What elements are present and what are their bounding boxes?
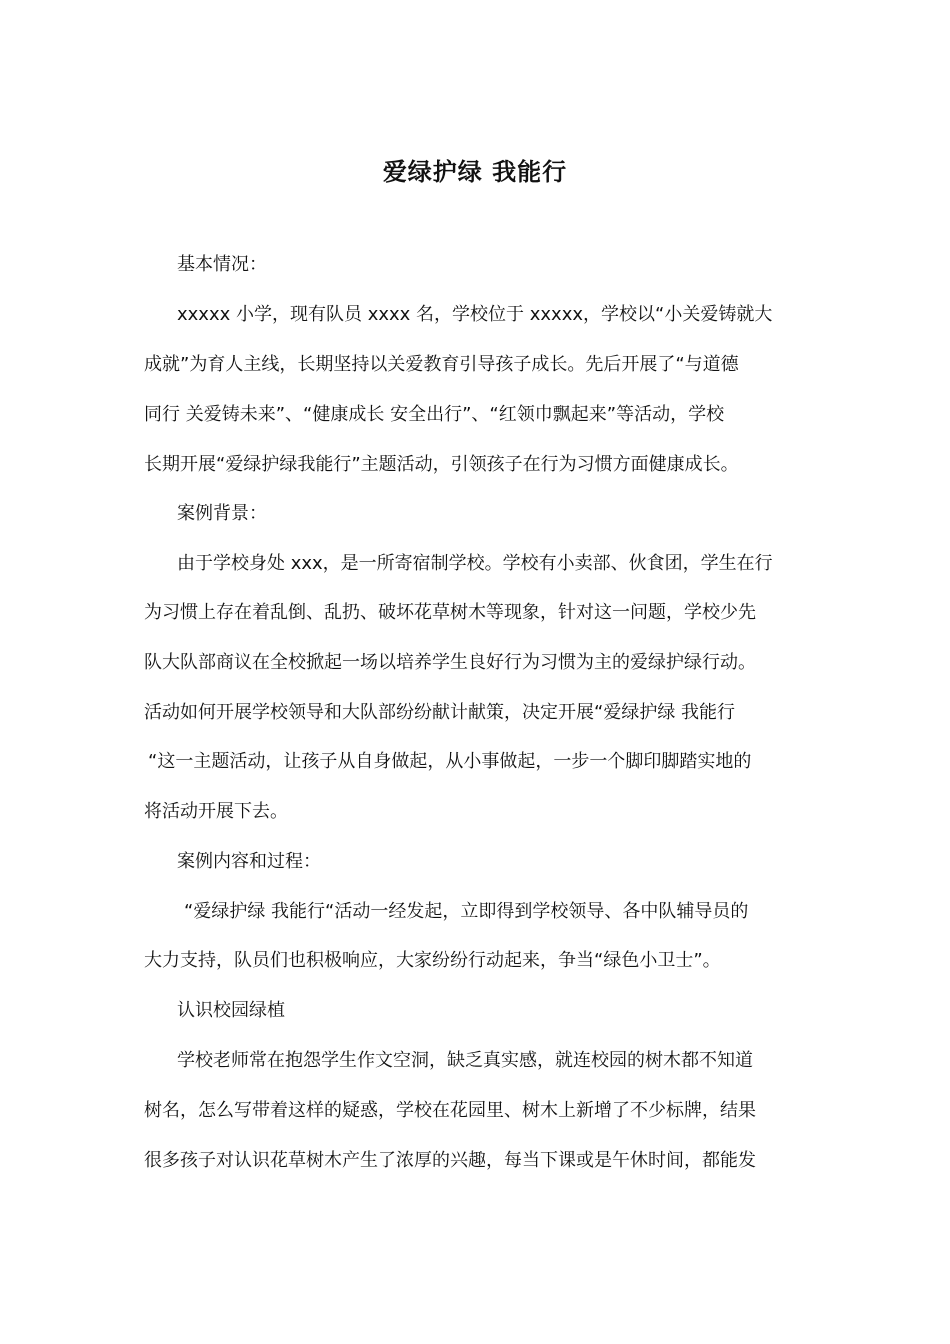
paragraph-line: “爱绿护绿 我能行“活动一经发起，立即得到学校领导、各中队辅导员的: [184, 901, 749, 922]
paragraph-line: 活动如何开展学校领导和大队部纷纷献计献策，决定开展“爱绿护绿 我能行: [144, 702, 736, 723]
section-heading-content: 案例内容和过程：: [177, 851, 321, 872]
section-heading-background: 案例背景：: [177, 503, 267, 524]
paragraph-line: 树名，怎么写带着这样的疑惑，学校在花园里、树木上新增了不少标牌，结果: [144, 1100, 756, 1121]
paragraph-line: 队大队部商议在全校掀起一场以培养学生良好行为习惯为主的爱绿护绿行动。: [144, 652, 756, 673]
paragraph-line: 由于学校身处 xxx，是一所寄宿制学校。学校有小卖部、伙食团，学生在行: [177, 553, 773, 574]
paragraph-line: 长期开展“爱绿护绿我能行”主题活动，引领孩子在行为习惯方面健康成长。: [144, 454, 739, 475]
section-heading-greenery: 认识校园绿植: [177, 1000, 285, 1021]
paragraph-line: 很多孩子对认识花草树木产生了浓厚的兴趣，每当下课或是午休时间，都能发: [144, 1150, 756, 1171]
paragraph-line: 将活动开展下去。: [144, 801, 288, 822]
paragraph-line: “这一主题活动，让孩子从自身做起，从小事做起，一步一个脚印脚踏实地的: [148, 751, 752, 772]
paragraph-line: 学校老师常在抱怨学生作文空洞，缺乏真实感，就连校园的树木都不知道: [177, 1050, 753, 1071]
paragraph-line: 为习惯上存在着乱倒、乱扔、破坏花草树木等现象，针对这一问题，学校少先: [144, 602, 756, 623]
document-title: 爱绿护绿 我能行: [382, 158, 568, 186]
paragraph-line: xxxxx 小学，现有队员 xxxx 名，学校位于 xxxxx，学校以“小关爱铸就大: [177, 304, 773, 325]
paragraph-line: 成就”为育人主线，长期坚持以关爱教育引导孩子成长。先后开展了“与道德: [144, 354, 739, 375]
section-heading-basic-info: 基本情况：: [177, 254, 267, 275]
paragraph-line: 同行 关爱铸未来”、“健康成长 安全出行”、“红领巾飘起来”等活动，学校: [144, 404, 725, 425]
paragraph-line: 大力支持，队员们也积极响应，大家纷纷行动起来，争当“绿色小卫士”。: [144, 950, 721, 971]
